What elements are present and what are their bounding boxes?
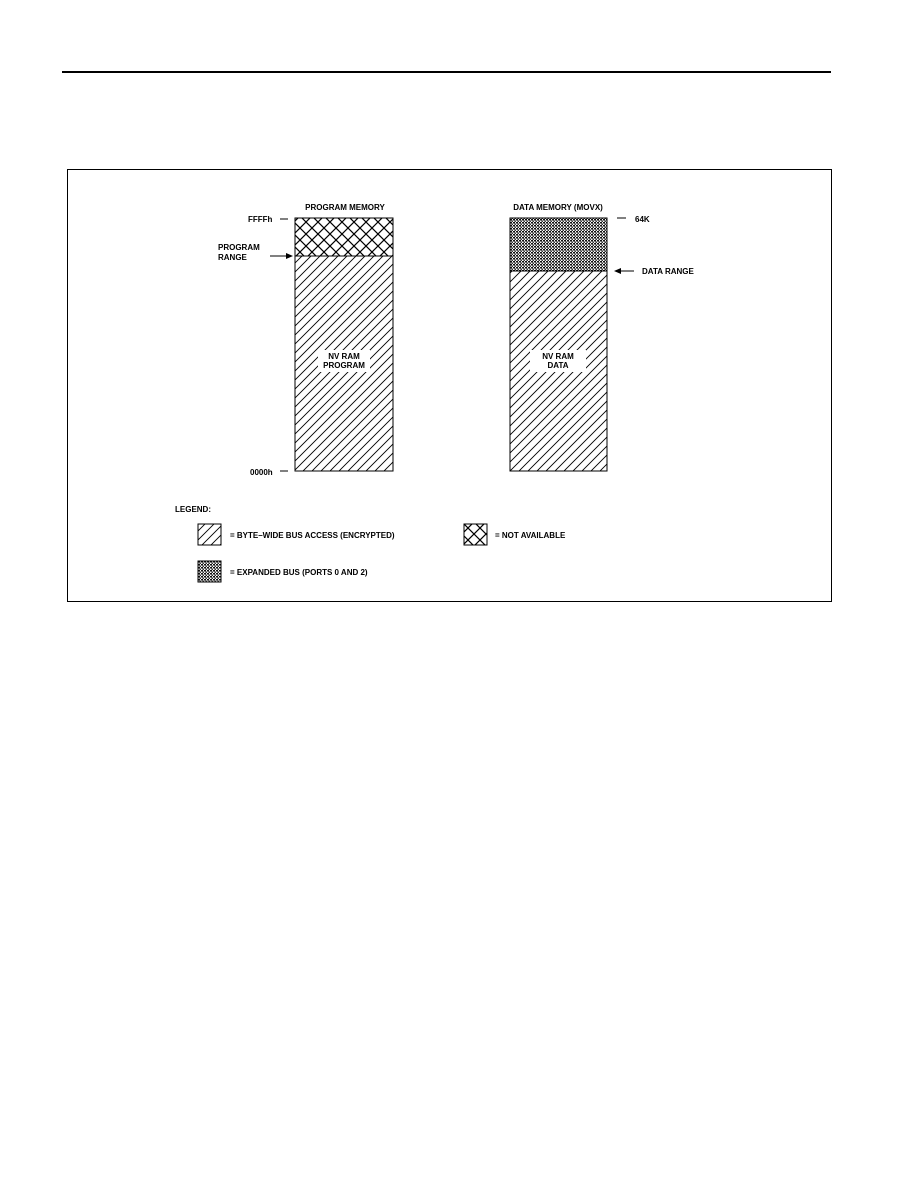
program-region-label-line2: PROGRAM — [323, 361, 365, 370]
legend-byte-wide-label: = BYTE–WIDE BUS ACCESS (ENCRYPTED) — [230, 531, 395, 540]
data-region-label-line2: DATA — [547, 361, 569, 370]
legend-swatch-not-available — [464, 524, 487, 545]
legend-title: LEGEND: — [175, 505, 211, 514]
legend-not-available-label: = NOT AVAILABLE — [495, 531, 566, 540]
program-bottom-address: 0000h — [250, 468, 273, 477]
legend-swatch-byte-wide — [198, 524, 221, 545]
data-expanded-bus-block — [510, 218, 607, 271]
program-not-available-block — [295, 218, 393, 256]
program-range-label-line2: RANGE — [218, 253, 247, 262]
program-range-arrowhead — [286, 253, 293, 259]
program-region-label-line1: NV RAM — [328, 352, 360, 361]
legend-swatch-expanded-bus — [198, 561, 221, 582]
data-region-label-line1: NV RAM — [542, 352, 574, 361]
data-range-label: DATA RANGE — [642, 267, 694, 276]
data-range-arrowhead — [614, 268, 621, 274]
program-memory-title: PROGRAM MEMORY — [305, 203, 385, 212]
data-top-label: 64K — [635, 215, 650, 224]
legend-expanded-bus-label: = EXPANDED BUS (PORTS 0 AND 2) — [230, 568, 368, 577]
program-top-address: FFFFh — [248, 215, 273, 224]
program-range-label-line1: PROGRAM — [218, 243, 260, 252]
data-memory-title: DATA MEMORY (MOVX) — [513, 203, 603, 212]
